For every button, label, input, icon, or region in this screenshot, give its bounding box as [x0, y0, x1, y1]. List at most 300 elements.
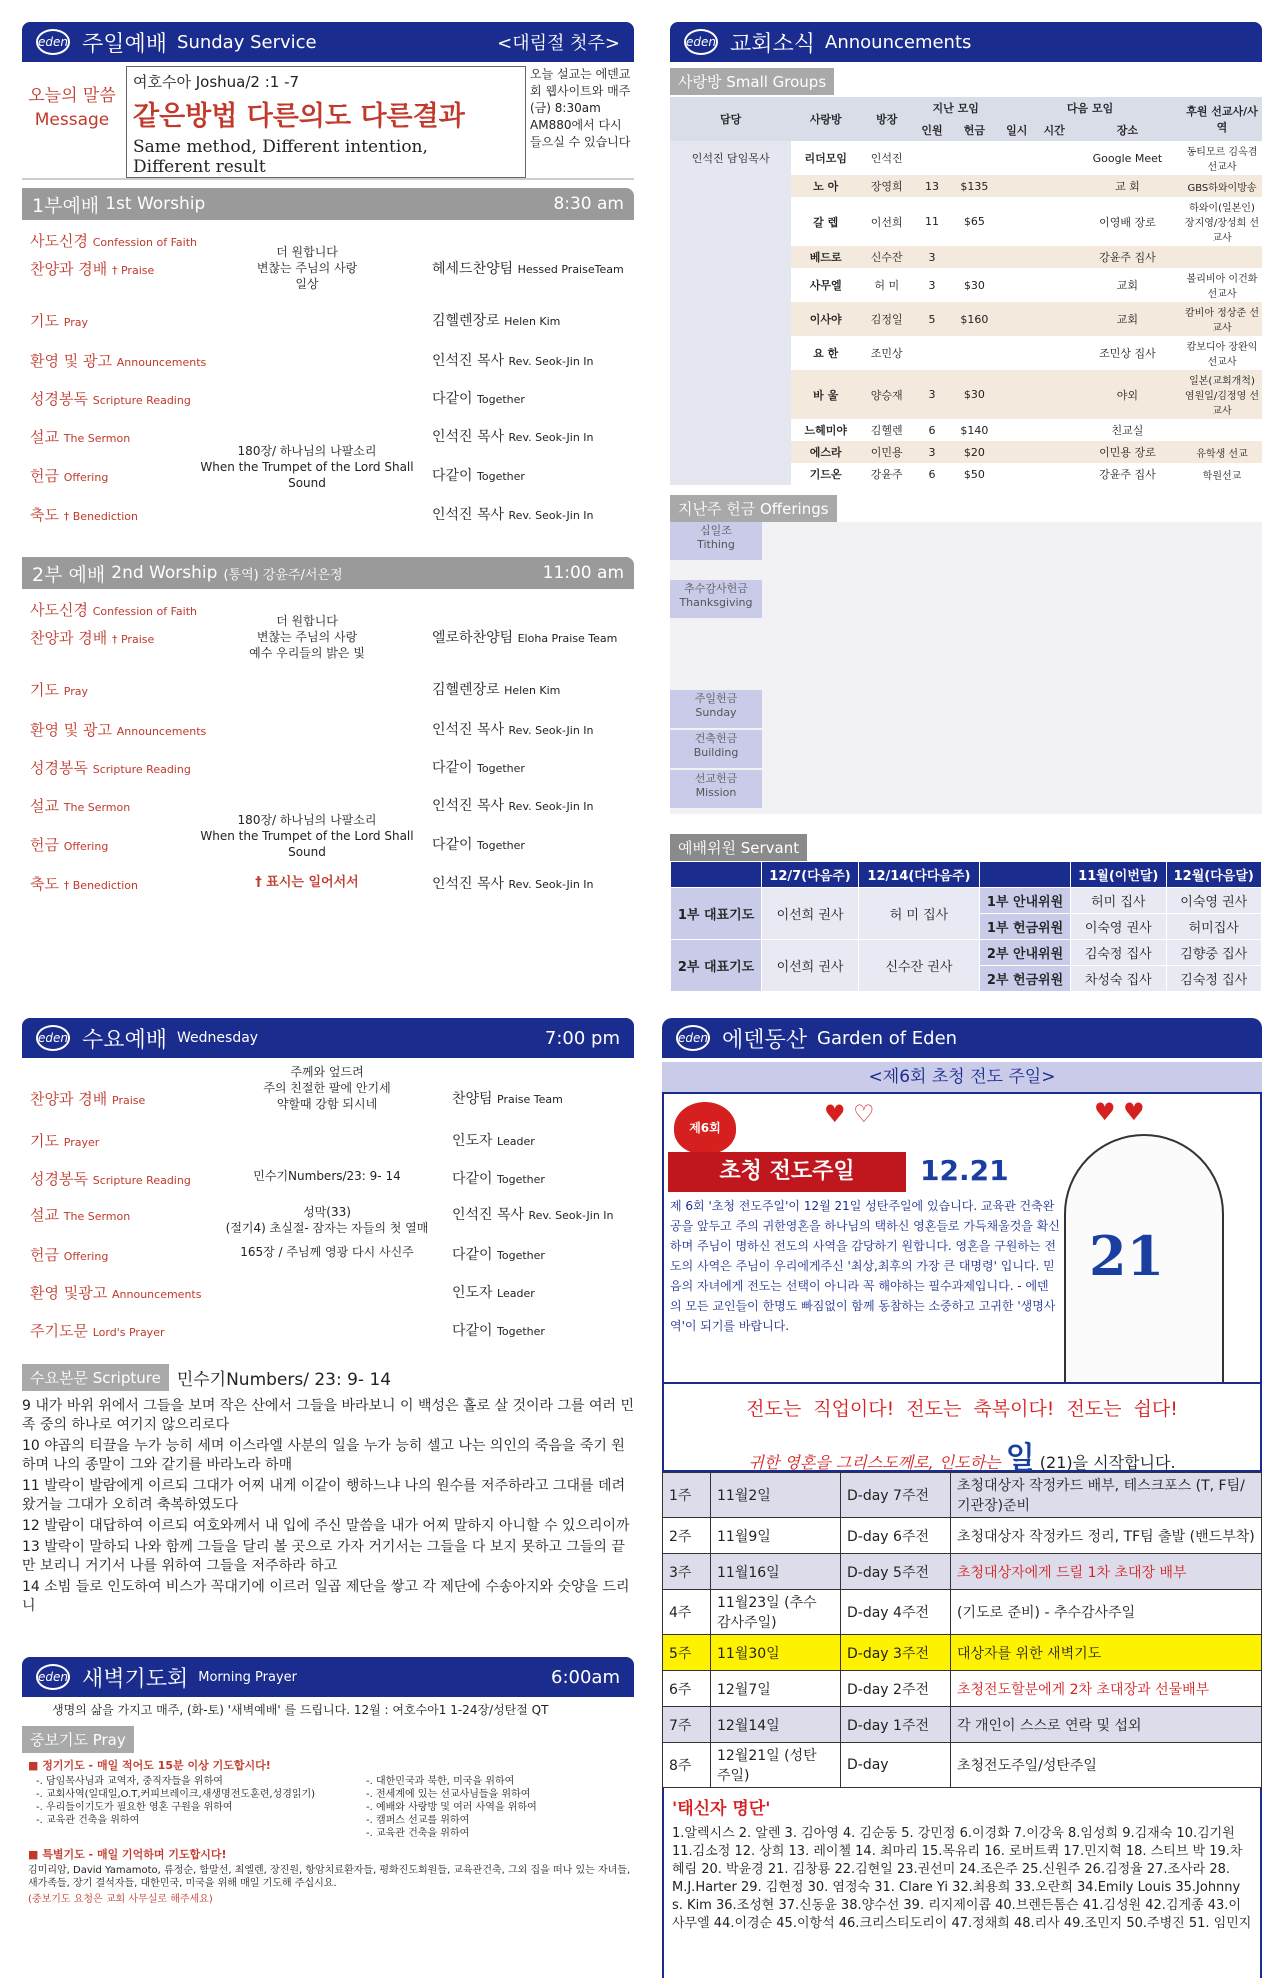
dawn-time: 6:00am — [551, 1666, 620, 1688]
prayer-item: -. 교육관 건축을 위하여 — [36, 1815, 140, 1826]
order-leader — [432, 679, 560, 699]
prayer-special-list: 김미리암, David Yamamoto, 류정순, 함말선, 최엘렌, 장진원, 항암치료환자들, 평화진도회원들, 교육관건축, 그외 집을 떠나 있는 자녀들, 새가족들, 장기 결석자들, 대한민국, 미국을 위해 매일 기도해 주십시요. — [28, 1865, 631, 1889]
table-row — [670, 302, 1262, 336]
table-cell: 강윤주 집사 — [1099, 468, 1156, 481]
col-head: 방장 — [860, 97, 913, 141]
order-label — [30, 1168, 191, 1189]
order-leader — [432, 627, 617, 647]
order-leader-en: Together — [497, 1173, 545, 1186]
table-cell — [998, 419, 1035, 441]
table-cell: 3 — [928, 250, 936, 264]
schedule-cell: 초청대상자 작정카드 배부, 테스크포스 (T, F팀/기관장)준비 — [951, 1473, 1262, 1518]
verse: 14 소빔 들로 인도하여 비스가 꼭대기에 이르러 일곱 제단을 쌓고 각 제단에 수송아지와 숫양을 드리니 — [22, 1579, 630, 1614]
schedule-cell: 7주 — [663, 1707, 711, 1743]
evangelism-body: 제 6회 '초청 전도주일'이 12월 21일 성탄주일에 있습니다. 교육관 건축완공을 앞두고 주의 귀한영혼을 하나님의 택하신 영혼들로 가득채울것을 확신하며 주님이 명하신 전도의 사역을 감당하기 원합니다. 영혼을 구원하는 전도의 사역은 주님이 우리에게주신 '최상,최후의 가장 큰 대명령' 입니다. 믿음의 자녀에게 전도는 선택이 아니라 꼭 해야하는 필수과제입니다. - 에덴의 모든 교인들이 한명도 빠짐없이 함께 동참하는 소중하고 고귀한 '생명사역'이 되기를 바랍니다. — [670, 1199, 1060, 1333]
offering-label — [670, 690, 762, 728]
servant-head: 12/14(다다음주) — [858, 862, 979, 888]
names-list: 1.알렉시스 2. 알렌 3. 김아영 4. 김순동 5. 강민정 6.이경화 7.이강욱 8.임성희 9.김재숙 10.김기원 11.김소정 12. 상희 13. 레이첼 14. 최마리 15.목유리 16. 로버트퀵 17.민지혁 18. 스티브 박 19.차혜림 20. 박윤경 21. 김창룡 22.김현일 23.권선미 24.조은주 25.신원주 26.김정율 27.조사라 28. M.J.Harter 29. 김현정 30. 염정숙 31. Clare Yi 32.최용희 33.오란희 34.Emily Louis 35.Johnny s. Kim 36.조성현 37.신동윤 38.양수선 39. 리지제이콥 40.브렌든톰슨 41.김성원 42.김게종 43.이사무엘 44.이경순 45.이항석 46.크리스티도리이 47.정채희 48.리사 49.조민지 50.주병진 51. 임민지 — [672, 1826, 1252, 1931]
table-cell: 허 미 — [874, 279, 900, 292]
table-cell — [670, 336, 791, 370]
order-leader — [432, 504, 594, 524]
schedule-cell: D-day 3주전 — [841, 1635, 951, 1671]
table-row — [670, 246, 1262, 268]
schedule-row — [663, 1473, 1262, 1518]
order-detail: 더 원합니다 변찮는 주님의 사랑 일상 — [256, 245, 358, 291]
order-label — [30, 1088, 145, 1109]
servant-cell: 이숙영 권사 — [1071, 914, 1166, 940]
order-leader-name: 인석진 목사 — [432, 353, 505, 369]
big-21: 21 — [1089, 1224, 1165, 1288]
table-cell: 조민상 집사 — [1099, 347, 1156, 360]
table-cell: $140 — [960, 423, 989, 437]
evangelism-banner: 초청 전도주일 — [668, 1152, 906, 1192]
offering-label — [670, 522, 762, 560]
order-leader-name: 인석진 목사 — [432, 507, 505, 523]
table-cell: 동티모르 김옥겸 선교사 — [1186, 147, 1258, 173]
table-cell: 볼리비아 이건화 선교사 — [1186, 274, 1258, 300]
table-cell: 이영배 장로 — [1099, 215, 1156, 229]
table-cell: 야외 — [1116, 388, 1139, 402]
names-box — [662, 1788, 1262, 1978]
table-cell — [670, 419, 791, 441]
order-label — [30, 388, 191, 409]
wednesday-header — [22, 1018, 634, 1058]
worship2-title: 2부 예배 — [32, 563, 106, 586]
table-row — [670, 419, 1262, 441]
order-leader — [452, 1168, 545, 1188]
servant-cell: 허 미 집사 — [858, 888, 979, 940]
table-cell: 3 — [928, 445, 936, 459]
slogan-line2: (21)을 시작합니다. — [1039, 1453, 1176, 1472]
order-label-en: Pray — [63, 685, 88, 698]
order-label — [30, 679, 88, 700]
order-leader-name: 인석진 목사 — [432, 429, 505, 445]
col-head: 지난 모임 — [913, 97, 998, 119]
order-label-ko: 환영 및 광고 — [30, 721, 112, 739]
names-title: '태신자 명단' — [672, 1799, 771, 1819]
small-groups-tab: 사랑방 Small Groups — [670, 68, 834, 95]
worship2-note: (통역) 강윤주/서은정 — [223, 567, 343, 583]
table-cell — [998, 141, 1035, 175]
table-cell: 양승재 — [870, 388, 903, 402]
order-label-ko: 주기도문 — [30, 1322, 88, 1340]
offering-ko: 선교헌금 — [694, 772, 738, 785]
order-label-en: Prayer — [63, 1136, 100, 1149]
order-label — [30, 465, 108, 486]
order-leader-name: 헤세드찬양팀 — [432, 261, 514, 277]
order-leader-en: Rev. Seok-Jin In — [528, 1209, 614, 1222]
order-leader — [452, 1244, 545, 1264]
worship1-title-en: 1st Worship — [105, 194, 206, 214]
offering-en: Thanksgiving — [679, 596, 753, 609]
order-leader-en: Rev. Seok-Jin In — [508, 878, 594, 891]
order-label-en: The Sermon — [63, 1210, 131, 1223]
table-cell: 장영희 — [870, 180, 903, 193]
table-cell: 6 — [928, 467, 936, 481]
order-label-ko: 설교 — [30, 428, 59, 446]
table-cell: 일본(교회개척) 염원일/김정영 선교사 — [1184, 376, 1260, 417]
servant-cell: 1부 안내위원 — [979, 888, 1070, 914]
table-row — [670, 370, 1262, 419]
scripture-ref: 민수기Numbers/ 23: 9- 14 — [176, 1370, 392, 1390]
table-cell — [1035, 268, 1072, 302]
col-head: 담당 — [670, 97, 791, 141]
servant-cell: 2부 대표기도 — [671, 940, 762, 992]
schedule-cell: 초청대상자에게 드릴 1차 초대장 배부 — [951, 1554, 1262, 1590]
prayer-note: (중보기도 요청은 교회 사무실로 해주세요) — [28, 1894, 213, 1905]
table-cell: 3 — [928, 388, 936, 401]
table-cell: 하와이(일본인) 장지영/장성희 선교사 — [1184, 203, 1260, 244]
offering-en: Building — [693, 746, 739, 759]
order-leader-en: Together — [497, 1249, 545, 1262]
servant-table — [670, 861, 1262, 992]
worship1-time: 8:30 am — [553, 194, 624, 214]
order-label-ko: 기도 — [30, 1132, 59, 1150]
announcements-section — [670, 22, 1262, 992]
order-label-en: Announcements — [112, 1288, 202, 1301]
table-row — [670, 175, 1262, 197]
table-cell: 이사야 — [809, 313, 842, 326]
order-leader-en: Leader — [497, 1287, 535, 1300]
servant-cell: 1부 대표기도 — [671, 888, 762, 940]
table-cell — [1182, 419, 1262, 441]
schedule-cell: 11월16일 — [711, 1554, 841, 1590]
schedule-cell: 8주 — [663, 1743, 711, 1788]
col-head: 일시 — [998, 119, 1035, 141]
col-head: 사랑방 — [791, 97, 860, 141]
table-cell: 6 — [928, 423, 936, 437]
table-cell — [913, 336, 950, 370]
table-cell — [998, 302, 1035, 336]
order-label-ko: 축도 — [30, 875, 59, 893]
servant-cell: 이숙영 권사 — [1166, 888, 1262, 914]
prayer-item: -. 담임목사님과 교역자, 중직자들을 위하여 — [36, 1776, 223, 1787]
worship1-order — [22, 220, 634, 555]
order-label-en: Offering — [63, 1250, 109, 1263]
order-label-en: † Benediction — [63, 510, 138, 523]
eden-logo-icon: eden — [36, 1025, 70, 1051]
order-label-ko: 환영 및 광고 — [30, 352, 112, 370]
table-cell: 3 — [928, 278, 936, 292]
table-cell: 에스라 — [809, 446, 842, 459]
offering-ko: 주일헌금 — [694, 692, 738, 705]
wednesday-section — [22, 1018, 634, 1905]
wednesday-order — [22, 1058, 634, 1358]
offering-label — [670, 770, 762, 808]
order-leader-en: Praise Team — [497, 1093, 563, 1106]
table-cell: $30 — [963, 278, 985, 292]
schedule-cell: 11월2일 — [711, 1473, 841, 1518]
dawn-title-en: Morning Prayer — [198, 1669, 297, 1685]
offering-label — [670, 730, 762, 768]
table-cell — [951, 141, 998, 175]
servant-cell: 김숙정 집사 — [1071, 940, 1166, 966]
table-cell — [670, 370, 791, 419]
order-leader — [432, 873, 594, 893]
schedule-row — [663, 1671, 1262, 1707]
prayer-item: -. 전세계에 있는 선교사님들을 위하여 — [366, 1789, 531, 1800]
worship2-time: 11:00 am — [542, 563, 624, 583]
order-label-en: Scripture Reading — [92, 763, 191, 776]
order-label-ko: 기도 — [30, 681, 59, 699]
table-cell: 교 회 — [1115, 180, 1140, 193]
order-label-ko: 찬양과 경배 — [30, 1090, 108, 1108]
order-label-en: Pray — [63, 316, 88, 329]
table-cell: 사무엘 — [809, 279, 842, 292]
servant-head — [979, 862, 1070, 888]
order-label-en: Lord's Prayer — [92, 1326, 165, 1339]
schedule-cell: 4주 — [663, 1590, 711, 1635]
table-cell: 친교실 — [1111, 424, 1144, 437]
order-leader-en: Together — [477, 839, 525, 852]
slogan-box — [662, 1384, 1262, 1476]
table-cell: Google Meet — [1092, 151, 1163, 165]
order-leader-en: Rev. Seok-Jin In — [508, 355, 594, 368]
servant-head — [671, 862, 762, 888]
servant-cell: 신수잔 권사 — [858, 940, 979, 992]
table-cell — [1035, 302, 1072, 336]
prayer-item: -. 캠퍼스 선교를 위하여 — [366, 1815, 470, 1826]
schedule-cell: 12월21일 (성탄 주일) — [711, 1743, 841, 1788]
garden-header — [662, 1018, 1262, 1058]
table-cell: $135 — [960, 179, 989, 193]
table-cell — [998, 370, 1035, 419]
prayer-item: -. 대한민국과 북한, 미국을 위하여 — [366, 1776, 515, 1787]
table-cell: 기드온 — [809, 468, 842, 481]
servant-row — [671, 940, 1262, 966]
table-cell: 조민상 — [870, 347, 903, 360]
table-row — [670, 336, 1262, 370]
table-cell: 바 울 — [813, 388, 839, 402]
table-cell — [670, 302, 791, 336]
order-label-en: Announcements — [116, 725, 207, 738]
table-cell: 유학생 선교 — [1196, 448, 1248, 460]
announcements-header — [670, 22, 1262, 62]
scripture-tab: 수요본문 Scripture — [22, 1364, 169, 1391]
table-cell: 학원선교 — [1202, 470, 1242, 482]
prayer-item: -. 교회사역(일대일,O.T,커피브레이크,새생명전도훈련,성경읽기) — [36, 1789, 316, 1800]
offering-en: Sunday — [695, 706, 737, 719]
order-label-ko: 설교 — [30, 797, 59, 815]
eden-logo-icon: eden — [684, 29, 718, 55]
schedule-cell: 1주 — [663, 1473, 711, 1518]
table-cell: 11 — [924, 215, 939, 228]
offering-en: Mission — [695, 786, 737, 799]
table-cell: 요 한 — [813, 347, 839, 360]
dawn-header — [22, 1657, 634, 1697]
order-label-en: Confession of Faith — [92, 605, 197, 618]
eden-logo-icon: eden — [36, 29, 70, 55]
dawn-text: 생명의 삶을 가지고 매주, (화-토) '새벽예배' 를 드립니다. 12월 : 여호수아1 1-24장/성탄절 QT — [52, 1703, 549, 1717]
sunday-sub: <대림절 첫주> — [497, 33, 620, 54]
evangelism-date: 12.21 — [920, 1154, 1009, 1187]
schedule-cell: 6주 — [663, 1671, 711, 1707]
table-cell: 갈 렙 — [813, 215, 839, 229]
order-label — [30, 426, 130, 447]
order-label-en: Confession of Faith — [92, 236, 197, 249]
order-label — [30, 834, 108, 855]
table-cell: 캄보디아 장완익 선교사 — [1186, 342, 1258, 368]
schedule-cell: D-day 1주전 — [841, 1707, 951, 1743]
table-cell — [1182, 246, 1262, 268]
order-label-ko: 성경봉독 — [30, 1170, 88, 1188]
table-cell: 5 — [928, 312, 936, 326]
order-leader-name: 다같이 — [452, 1323, 493, 1339]
worship2-title-en: 2nd Worship — [111, 563, 218, 583]
table-cell: 캄비아 정상준 선교사 — [1185, 308, 1259, 334]
order-leader-en: Rev. Seok-Jin In — [508, 431, 594, 444]
table-cell — [670, 175, 791, 197]
garden-title-en: Garden of Eden — [817, 1027, 958, 1049]
order-label-en: The Sermon — [63, 801, 131, 814]
eden-logo-icon: eden — [36, 1664, 70, 1690]
table-cell — [670, 246, 791, 268]
message-label-en: Message — [34, 110, 110, 130]
order-label — [30, 873, 138, 894]
order-leader — [432, 310, 560, 330]
message-box — [22, 62, 634, 180]
servant-cell: 이선희 권사 — [762, 888, 859, 940]
table-cell — [1035, 370, 1072, 419]
order-label-ko: 사도신경 — [30, 232, 88, 250]
announcements-title-en: Announcements — [825, 31, 972, 53]
order-detail: 민수기Numbers/23: 9- 14 — [253, 1169, 401, 1183]
table-cell — [1035, 141, 1072, 175]
schedule-cell: 초청전도주일/성탄주일 — [951, 1743, 1262, 1788]
order-detail: 165장 / 주님께 영광 다시 사신주 — [240, 1245, 414, 1259]
servant-cell: 이선희 권사 — [762, 940, 859, 992]
table-cell: 이민용 장로 — [1099, 446, 1156, 459]
order-leader-name: 인석진 목사 — [452, 1207, 525, 1223]
table-cell — [670, 197, 791, 246]
schedule-cell: 2주 — [663, 1518, 711, 1554]
order-label — [30, 310, 88, 331]
schedule-cell: 3주 — [663, 1554, 711, 1590]
order-leader-en: Together — [477, 762, 525, 775]
worship2-header — [22, 557, 634, 589]
offering-ko: 건축헌금 — [694, 732, 738, 745]
table-cell — [1035, 246, 1072, 268]
table-cell: GBS하와이방송 — [1187, 182, 1257, 194]
schedule-row — [663, 1635, 1262, 1671]
table-cell: 김정일 — [870, 313, 903, 326]
order-label-ko: 축도 — [30, 506, 59, 524]
order-leader — [432, 719, 594, 739]
table-cell — [998, 463, 1035, 485]
table-cell — [670, 268, 791, 302]
table-cell — [1035, 419, 1072, 441]
order-leader-name: 다같이 — [452, 1171, 493, 1187]
order-leader — [432, 795, 594, 815]
schedule-row — [663, 1518, 1262, 1554]
schedule-cell: D-day 2주전 — [841, 1671, 951, 1707]
order-leader-en: Together — [477, 393, 525, 406]
hearts-icon: ♥ ♥ — [1094, 1098, 1145, 1126]
table-cell: 리더모임 — [804, 152, 847, 165]
table-cell — [670, 463, 791, 485]
table-cell — [998, 268, 1035, 302]
schedule-cell: 5주 — [663, 1635, 711, 1671]
table-cell: 교회 — [1116, 279, 1139, 292]
order-label-ko: 사도신경 — [30, 601, 88, 619]
garden-title: 에덴동산 — [722, 1027, 808, 1053]
schedule-cell: 초청대상자 작정카드 정리, TF팀 출발 (밴드부착) — [951, 1518, 1262, 1554]
col-head: 인원 — [913, 119, 950, 141]
worship2-order — [22, 589, 634, 919]
garden-sub: <제6회 초청 전도 주일> — [662, 1062, 1262, 1092]
table-cell: 이선희 — [870, 215, 903, 229]
order-label-ko: 헌금 — [30, 467, 59, 485]
sunday-header — [22, 22, 634, 62]
offering-en: Tithing — [697, 538, 735, 551]
order-label-ko: 환영 및광고 — [30, 1284, 108, 1302]
schedule-row — [663, 1590, 1262, 1635]
servant-head: 12월(다음달) — [1166, 862, 1262, 888]
schedule-cell: 초청전도할분에게 2차 초대장과 선물배부 — [951, 1671, 1262, 1707]
order-label — [30, 757, 191, 778]
scripture-text — [22, 1397, 634, 1657]
order-detail: 180장/ 하나님의 나팔소리 When the Trumpet of the Lord Shall Sound — [200, 813, 414, 859]
servant-cell: 허미 집사 — [1071, 888, 1166, 914]
servant-cell: 김숙정 집사 — [1166, 966, 1262, 992]
servant-cell: 차성숙 집사 — [1071, 966, 1166, 992]
wednesday-time: 7:00 pm — [544, 1027, 620, 1049]
order-leader-name: 인석진 목사 — [432, 798, 505, 814]
order-label — [30, 1320, 164, 1341]
table-cell: 이민용 — [870, 446, 903, 459]
table-cell: $30 — [963, 388, 985, 401]
slogan-line: 귀한 영혼을 그리스도께로, 인도하는 — [748, 1453, 1001, 1472]
order-label — [30, 795, 130, 816]
slogan-one: 일 — [1005, 1441, 1035, 1476]
table-cell: 노 아 — [813, 180, 839, 193]
schedule-cell: D-day 4주전 — [841, 1590, 951, 1635]
verse: 12 발람이 대답하여 이르되 여호와께서 내 입에 주신 말씀을 내가 어찌 말하지 아니할 수 있으리이까 — [22, 1518, 630, 1534]
servant-row — [671, 888, 1262, 914]
order-leader — [432, 388, 525, 408]
order-label — [30, 504, 138, 525]
worship1-header — [22, 188, 634, 220]
order-leader-name: 다같이 — [432, 837, 473, 853]
order-label — [30, 599, 197, 620]
order-label — [30, 1244, 108, 1265]
prayer-item: -. 예배와 사랑방 및 여러 사역을 위하여 — [366, 1802, 537, 1813]
heart-badge-icon: 제6회 — [674, 1102, 736, 1154]
order-detail: † 표시는 일어서서 — [255, 875, 359, 890]
order-leader — [432, 834, 525, 854]
sunday-title-en: Sunday Service — [177, 31, 317, 53]
table-cell: 인석진 담임목사 — [670, 141, 791, 175]
order-leader-name: 다같이 — [432, 760, 473, 776]
schedule-table — [662, 1472, 1262, 1788]
order-label-en: Announcements — [116, 356, 207, 369]
order-detail: 더 원합니다 변찮는 주님의 사랑 예수 우리들의 밝은 빛 — [249, 614, 365, 660]
table-cell — [998, 197, 1035, 246]
order-label-ko: 찬양과 경배 — [30, 260, 108, 278]
table-cell: 신수잔 — [870, 251, 903, 264]
table-row — [670, 197, 1262, 246]
offering-ko: 십일조 — [700, 524, 732, 537]
verse: 11 발락이 발람에게 이르되 그대가 어찌 내게 이같이 행하느냐 나의 원수를 저주하라고 그대를 데려왔거늘 그대가 오히려 축복하였도다 — [22, 1478, 626, 1513]
order-leader — [432, 426, 594, 446]
order-leader-name: 엘로하찬양팀 — [432, 630, 514, 646]
dawn-title: 새벽기도회 — [82, 1666, 189, 1692]
order-label-en: Scripture Reading — [92, 1174, 191, 1187]
schedule-row — [663, 1554, 1262, 1590]
wednesday-title: 수요예배 — [82, 1027, 168, 1053]
order-leader — [432, 465, 525, 485]
sermon-title: 같은방법 다른의도 다른결과 — [133, 101, 465, 132]
